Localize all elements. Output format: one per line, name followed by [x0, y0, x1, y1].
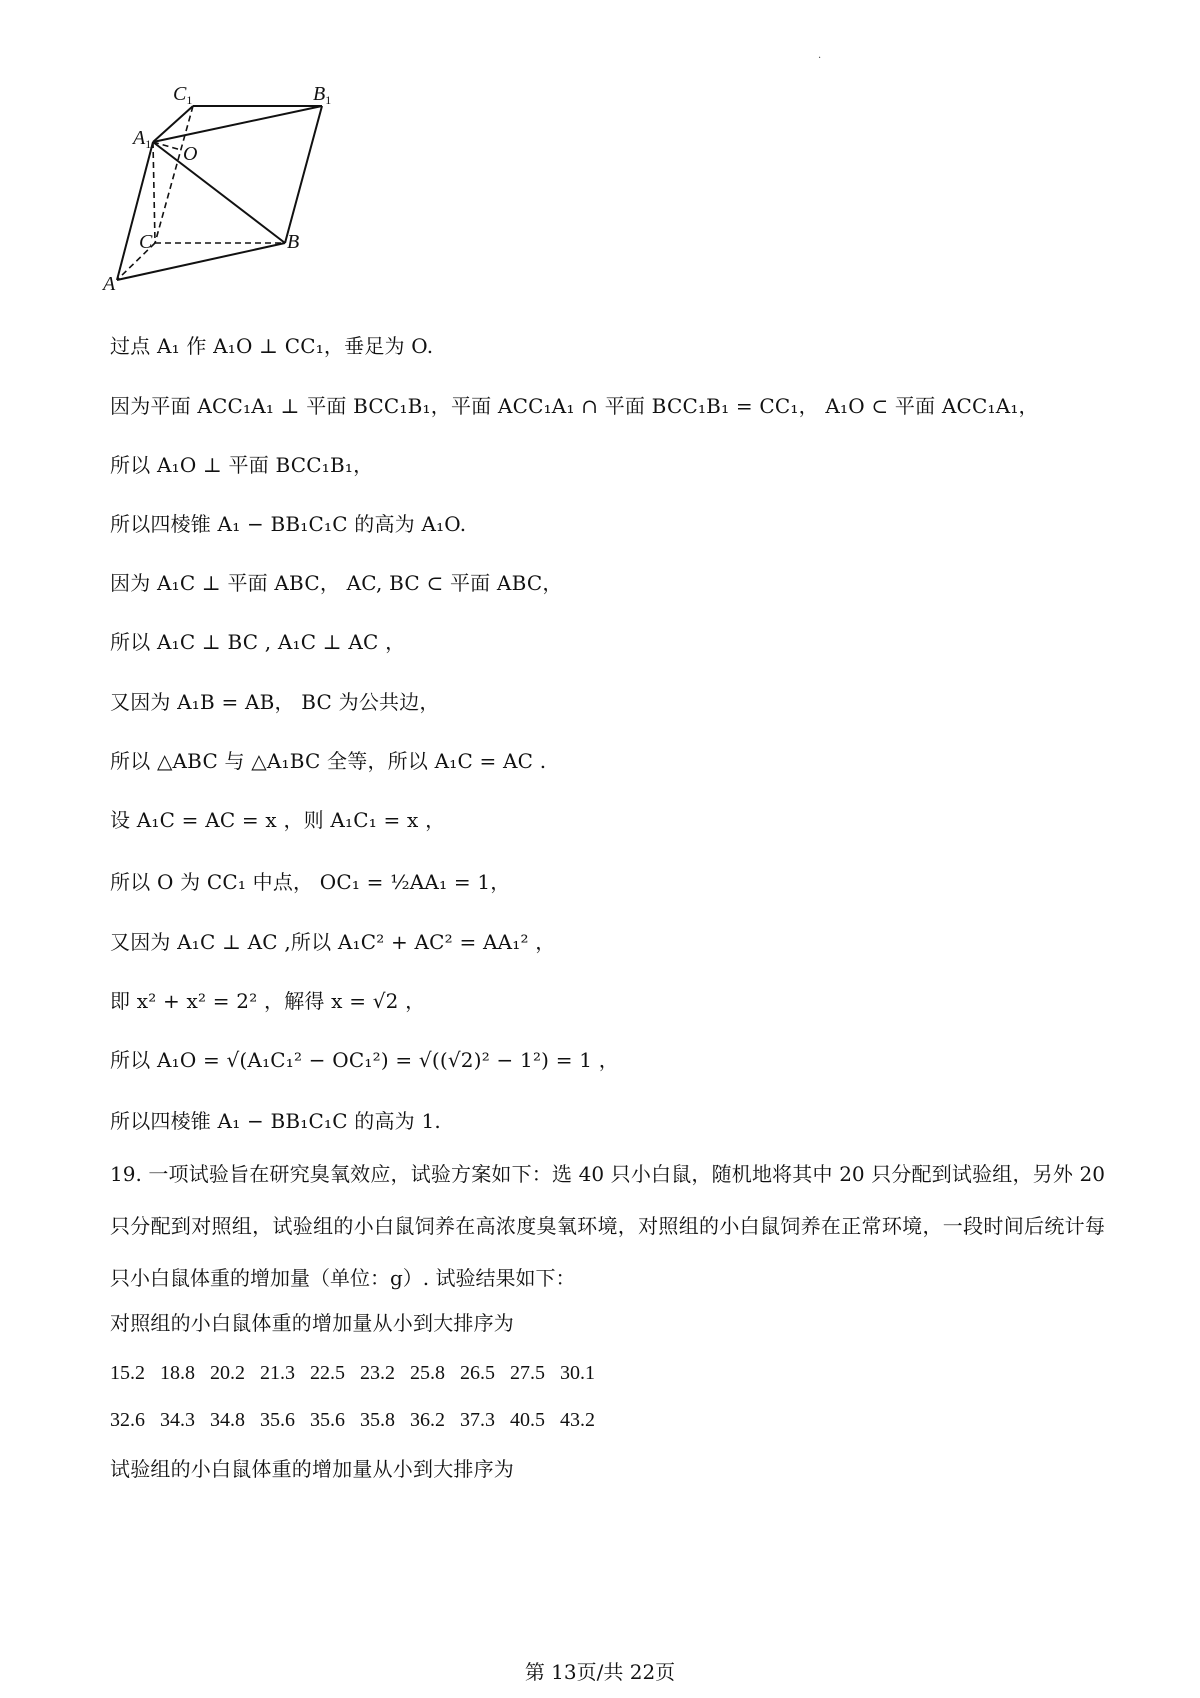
data-value: 43.2: [560, 1409, 595, 1431]
solution-line: 所以 A₁O = √(A₁C₁² − OC₁²) = √((√2)² − 1²) = 1 ，: [110, 1048, 619, 1072]
solution-line: 所以 O 为 CC₁ 中点， OC₁ = ½AA₁ = 1，: [110, 870, 511, 894]
solution-line: 因为平面 ACC₁A₁ ⊥ 平面 BCC₁B₁，平面 ACC₁A₁ ∩ 平面 BCC₁B₁ = CC₁， A₁O ⊂ 平面 ACC₁A₁，: [110, 394, 1039, 418]
control-data-row-1: [110, 1359, 610, 1387]
label-C1: $C_1$: [173, 83, 193, 107]
test-group-label: 试验组的小白鼠体重的增加量从小到大排序为: [110, 1457, 514, 1481]
data-value: 35.8: [360, 1409, 395, 1431]
data-value: 35.6: [260, 1409, 295, 1431]
page-footer: 第 13页/共 22页: [524, 1660, 676, 1684]
label-B1: $B_1$: [313, 83, 332, 107]
data-value: 15.2: [110, 1362, 145, 1384]
data-value: 36.2: [410, 1409, 445, 1431]
label-A1: $A_1$: [133, 127, 152, 151]
data-value: 21.3: [260, 1362, 295, 1384]
solution-line: 所以 △ABC 与 △A₁BC 全等，所以 A₁C = AC .: [110, 749, 547, 773]
data-value: 34.8: [210, 1409, 245, 1431]
label-O: O: [183, 143, 198, 165]
solution-line: 又因为 A₁B = AB， BC 为公共边，: [110, 690, 440, 714]
corner-mark: .: [818, 50, 822, 61]
solution-line: 所以四棱锥 A₁ − BB₁C₁C 的高为 1.: [110, 1109, 441, 1133]
data-value: 40.5: [510, 1409, 545, 1431]
solution-line: 过点 A₁ 作 A₁O ⊥ CC₁，垂足为 O.: [110, 334, 434, 358]
solution-line: 设 A₁C = AC = x ，则 A₁C₁ = x ，: [110, 808, 446, 832]
data-value: 35.6: [310, 1409, 345, 1431]
solution-line: 所以 A₁C ⊥ BC , A₁C ⊥ AC ，: [110, 630, 406, 654]
control-data-row-2: [110, 1406, 610, 1434]
data-value: 22.5: [310, 1362, 345, 1384]
label-A: A: [103, 273, 116, 295]
question-19-text: 19. 一项试验旨在研究臭氧效应，试验方案如下：选 40 只小白鼠，随机地将其中 20 只分配到试验组，另外 20 只分配到对照组，试验组的小白鼠饲养在高浓度臭氧环境，对照组的小白鼠饲养在正常环境，一段时间后统计每只小白鼠体重的增加量（单位：g）. 试验结果如下：: [110, 1162, 1105, 1290]
solution-line: 又因为 A₁C ⊥ AC ,所以 A₁C² + AC² = AA₁² ，: [110, 930, 556, 954]
label-B: B: [287, 231, 300, 253]
data-value: 30.1: [560, 1362, 595, 1384]
solution-line: 所以 A₁O ⊥ 平面 BCC₁B₁，: [110, 453, 374, 477]
data-value: 25.8: [410, 1362, 445, 1384]
solution-line: 所以四棱锥 A₁ − BB₁C₁C 的高为 A₁O.: [110, 512, 467, 536]
data-value: 37.3: [460, 1409, 495, 1431]
data-value: 18.8: [160, 1362, 195, 1384]
solution-line: 因为 A₁C ⊥ 平面 ABC， AC, BC ⊂ 平面 ABC，: [110, 571, 563, 595]
data-value: 20.2: [210, 1362, 245, 1384]
data-value: 23.2: [360, 1362, 395, 1384]
prism-figure: [95, 80, 375, 320]
solution-line: 即 x² + x² = 2² ，解得 x = √2 ，: [110, 989, 426, 1013]
data-value: 26.5: [460, 1362, 495, 1384]
data-value: 27.5: [510, 1362, 545, 1384]
data-value: 34.3: [160, 1409, 195, 1431]
control-group-label: 对照组的小白鼠体重的增加量从小到大排序为: [110, 1311, 514, 1335]
label-C: C: [139, 231, 153, 253]
data-value: 32.6: [110, 1409, 145, 1431]
